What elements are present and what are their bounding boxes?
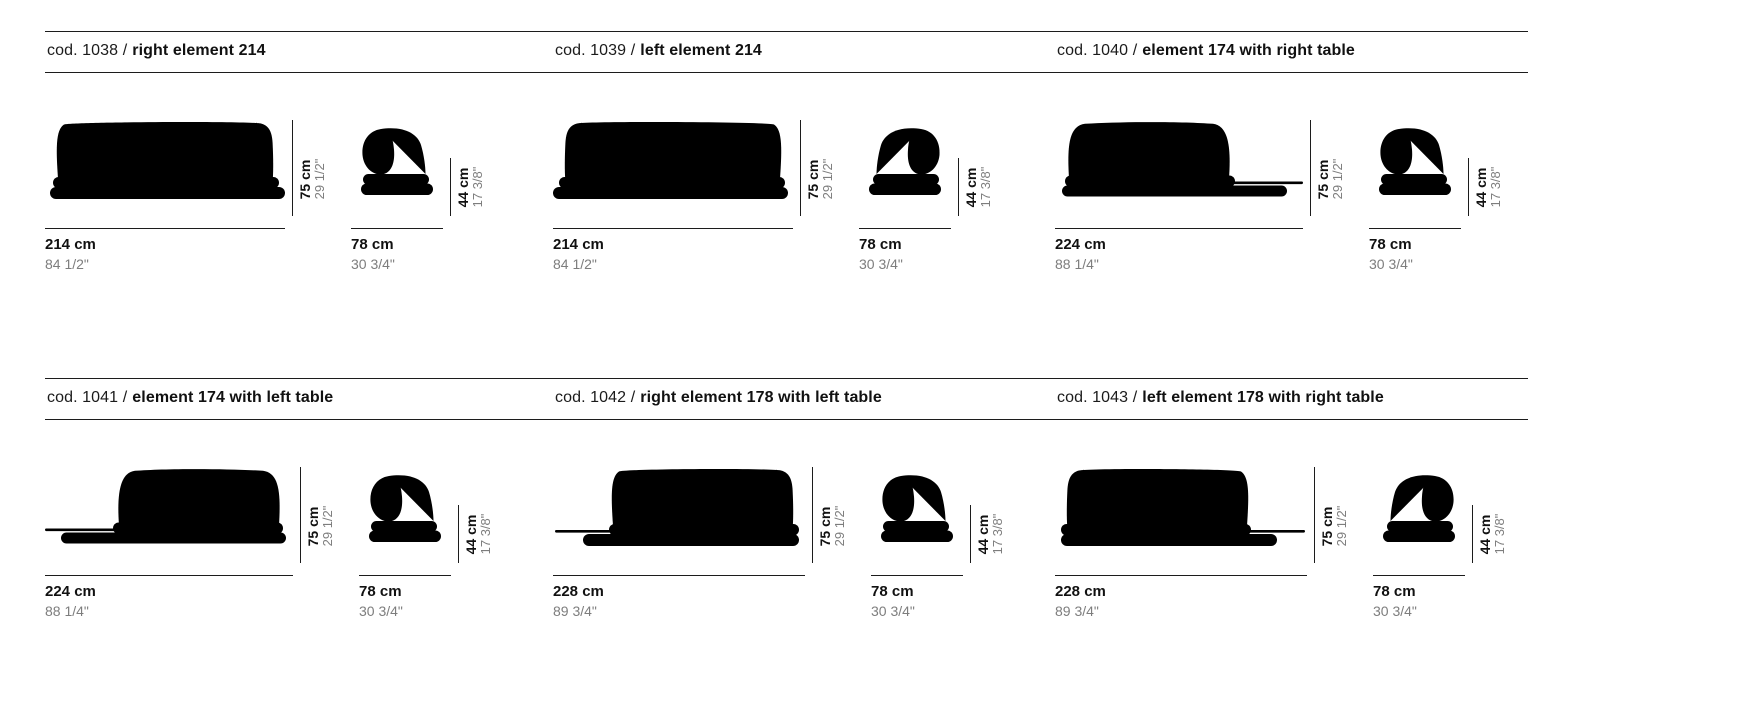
height-dimension-line bbox=[292, 120, 293, 216]
seat-height-labels bbox=[1477, 514, 1508, 555]
sofa-side-drawing bbox=[1373, 464, 1465, 564]
product-name: right element 178 with left table bbox=[640, 389, 882, 406]
width-inch-label: 84 1/2" bbox=[553, 256, 597, 272]
depth-inch-label: 30 3/4" bbox=[1369, 256, 1413, 272]
spec-row-1 bbox=[45, 31, 1528, 272]
width-inch-label: 88 1/4" bbox=[1055, 256, 1099, 272]
seat-height-labels bbox=[463, 514, 494, 555]
depth-inch-label: 30 3/4" bbox=[1373, 603, 1417, 619]
sofa-front-drawing bbox=[1055, 464, 1307, 564]
width-dimension bbox=[45, 575, 293, 619]
side-view-figure bbox=[859, 117, 993, 272]
depth-dimension bbox=[351, 228, 443, 272]
height-dimension bbox=[793, 117, 835, 217]
figure-cell-1041 bbox=[45, 464, 553, 619]
seat-height-cm-label: 44 cm bbox=[463, 514, 479, 555]
front-view-figure bbox=[1055, 117, 1345, 272]
side-view-figure bbox=[359, 464, 493, 619]
product-code: cod. 1040 / bbox=[1057, 42, 1138, 59]
depth-inch-label: 30 3/4" bbox=[351, 256, 395, 272]
sofa-front-drawing bbox=[553, 117, 793, 217]
sofa-front-drawing bbox=[45, 464, 293, 564]
figure-cell-1040 bbox=[1055, 117, 1528, 272]
seat-height-labels bbox=[455, 167, 486, 208]
width-dimension bbox=[553, 575, 805, 619]
seat-height-dimension-line bbox=[970, 505, 971, 563]
height-labels bbox=[1315, 159, 1346, 200]
seat-height-dimension-line bbox=[450, 158, 451, 216]
height-labels bbox=[817, 506, 848, 547]
figure-cell-1042 bbox=[553, 464, 1055, 619]
product-code: cod. 1041 / bbox=[47, 389, 128, 406]
front-view-figure bbox=[553, 117, 835, 272]
seat-height-dimension bbox=[443, 117, 485, 217]
sofa-side-drawing bbox=[351, 117, 443, 217]
width-dimension bbox=[1055, 228, 1303, 272]
height-cm-label: 75 cm bbox=[1315, 159, 1331, 200]
sofa-front-drawing bbox=[1055, 117, 1303, 217]
width-inch-label: 89 3/4" bbox=[553, 603, 597, 619]
front-view-figure bbox=[1055, 464, 1349, 619]
width-dimension bbox=[553, 228, 793, 272]
height-dimension-line bbox=[800, 120, 801, 216]
height-dimension bbox=[1307, 464, 1349, 564]
height-dimension bbox=[285, 117, 327, 217]
front-view-figure bbox=[45, 117, 327, 272]
seat-height-dimension bbox=[963, 464, 1005, 564]
width-inch-label: 84 1/2" bbox=[45, 256, 89, 272]
side-view-figure bbox=[871, 464, 1005, 619]
side-view-figure bbox=[1373, 464, 1507, 619]
sofa-front-drawing bbox=[553, 464, 805, 564]
seat-height-labels bbox=[963, 167, 994, 208]
height-labels bbox=[805, 159, 836, 200]
seat-height-inch-label: 17 3/8" bbox=[990, 513, 1006, 555]
product-name: left element 178 with right table bbox=[1142, 389, 1384, 406]
seat-height-inch-label: 17 3/8" bbox=[978, 166, 994, 208]
side-view-figure bbox=[1369, 117, 1503, 272]
figure-cell-1043 bbox=[1055, 464, 1528, 619]
height-inch-label: 29 1/2" bbox=[1334, 505, 1350, 547]
sofa-side-drawing bbox=[871, 464, 963, 564]
width-cm-label: 214 cm bbox=[45, 236, 96, 253]
seat-height-dimension-line bbox=[1472, 505, 1473, 563]
product-code: cod. 1042 / bbox=[555, 389, 636, 406]
spec-header-1038 bbox=[45, 32, 553, 72]
height-dimension bbox=[293, 464, 335, 564]
height-dimension-line bbox=[1310, 120, 1311, 216]
header-band-row-2 bbox=[45, 378, 1528, 420]
depth-cm-label: 78 cm bbox=[359, 583, 402, 600]
product-code: cod. 1043 / bbox=[1057, 389, 1138, 406]
height-dimension bbox=[1303, 117, 1345, 217]
seat-height-labels bbox=[1473, 167, 1504, 208]
product-name: right element 214 bbox=[132, 42, 266, 59]
spec-header-1043 bbox=[1055, 379, 1528, 419]
spec-header-1041 bbox=[45, 379, 553, 419]
height-inch-label: 29 1/2" bbox=[820, 158, 836, 200]
height-inch-label: 29 1/2" bbox=[312, 158, 328, 200]
height-cm-label: 75 cm bbox=[817, 506, 833, 547]
height-cm-label: 75 cm bbox=[305, 506, 321, 547]
sofa-front-drawing bbox=[45, 117, 285, 217]
width-inch-label: 88 1/4" bbox=[45, 603, 89, 619]
depth-cm-label: 78 cm bbox=[1369, 236, 1412, 253]
depth-inch-label: 30 3/4" bbox=[871, 603, 915, 619]
seat-height-dimension bbox=[451, 464, 493, 564]
depth-dimension bbox=[871, 575, 963, 619]
product-name: element 174 with left table bbox=[132, 389, 334, 406]
front-view-figure bbox=[553, 464, 847, 619]
depth-inch-label: 30 3/4" bbox=[359, 603, 403, 619]
seat-height-dimension-line bbox=[1468, 158, 1469, 216]
seat-height-cm-label: 44 cm bbox=[975, 514, 991, 555]
seat-height-cm-label: 44 cm bbox=[1477, 514, 1493, 555]
sofa-side-drawing bbox=[359, 464, 451, 564]
figures-row-2 bbox=[45, 464, 1528, 619]
seat-height-cm-label: 44 cm bbox=[1473, 167, 1489, 208]
height-dimension-line bbox=[812, 467, 813, 563]
width-inch-label: 89 3/4" bbox=[1055, 603, 1099, 619]
seat-height-inch-label: 17 3/8" bbox=[478, 513, 494, 555]
height-cm-label: 75 cm bbox=[297, 159, 313, 200]
figures-row-1 bbox=[45, 117, 1528, 272]
height-cm-label: 75 cm bbox=[1319, 506, 1335, 547]
spec-header-1040 bbox=[1055, 32, 1528, 72]
seat-height-inch-label: 17 3/8" bbox=[1488, 166, 1504, 208]
seat-height-cm-label: 44 cm bbox=[963, 167, 979, 208]
spec-row-2 bbox=[45, 378, 1528, 619]
depth-cm-label: 78 cm bbox=[859, 236, 902, 253]
height-dimension bbox=[805, 464, 847, 564]
figure-cell-1038 bbox=[45, 117, 553, 272]
product-code: cod. 1038 / bbox=[47, 42, 128, 59]
height-labels bbox=[1319, 506, 1350, 547]
front-view-figure bbox=[45, 464, 335, 619]
depth-cm-label: 78 cm bbox=[871, 583, 914, 600]
height-dimension-line bbox=[300, 467, 301, 563]
width-dimension bbox=[1055, 575, 1307, 619]
height-labels bbox=[297, 159, 328, 200]
depth-cm-label: 78 cm bbox=[351, 236, 394, 253]
side-view-figure bbox=[351, 117, 485, 272]
seat-height-cm-label: 44 cm bbox=[455, 167, 471, 208]
spec-sheet-content bbox=[45, 0, 1528, 619]
height-inch-label: 29 1/2" bbox=[832, 505, 848, 547]
height-inch-label: 29 1/2" bbox=[1330, 158, 1346, 200]
width-cm-label: 224 cm bbox=[1055, 236, 1106, 253]
width-cm-label: 228 cm bbox=[553, 583, 604, 600]
seat-height-inch-label: 17 3/8" bbox=[470, 166, 486, 208]
width-cm-label: 228 cm bbox=[1055, 583, 1106, 600]
depth-inch-label: 30 3/4" bbox=[859, 256, 903, 272]
seat-height-dimension-line bbox=[958, 158, 959, 216]
seat-height-labels bbox=[975, 514, 1006, 555]
depth-dimension bbox=[359, 575, 451, 619]
depth-dimension bbox=[1369, 228, 1461, 272]
height-cm-label: 75 cm bbox=[805, 159, 821, 200]
header-band-row-1 bbox=[45, 31, 1528, 73]
product-name: left element 214 bbox=[640, 42, 762, 59]
seat-height-dimension bbox=[1461, 117, 1503, 217]
figure-cell-1039 bbox=[553, 117, 1055, 272]
width-cm-label: 214 cm bbox=[553, 236, 604, 253]
product-name: element 174 with right table bbox=[1142, 42, 1355, 59]
seat-height-dimension bbox=[951, 117, 993, 217]
height-dimension-line bbox=[1314, 467, 1315, 563]
product-code: cod. 1039 / bbox=[555, 42, 636, 59]
width-cm-label: 224 cm bbox=[45, 583, 96, 600]
sofa-side-drawing bbox=[859, 117, 951, 217]
depth-dimension bbox=[1373, 575, 1465, 619]
seat-height-dimension-line bbox=[458, 505, 459, 563]
depth-dimension bbox=[859, 228, 951, 272]
depth-cm-label: 78 cm bbox=[1373, 583, 1416, 600]
height-inch-label: 29 1/2" bbox=[320, 505, 336, 547]
spec-header-1039 bbox=[553, 32, 1055, 72]
spec-header-1042 bbox=[553, 379, 1055, 419]
width-dimension bbox=[45, 228, 285, 272]
sofa-side-drawing bbox=[1369, 117, 1461, 217]
height-labels bbox=[305, 506, 336, 547]
seat-height-inch-label: 17 3/8" bbox=[1492, 513, 1508, 555]
seat-height-dimension bbox=[1465, 464, 1507, 564]
